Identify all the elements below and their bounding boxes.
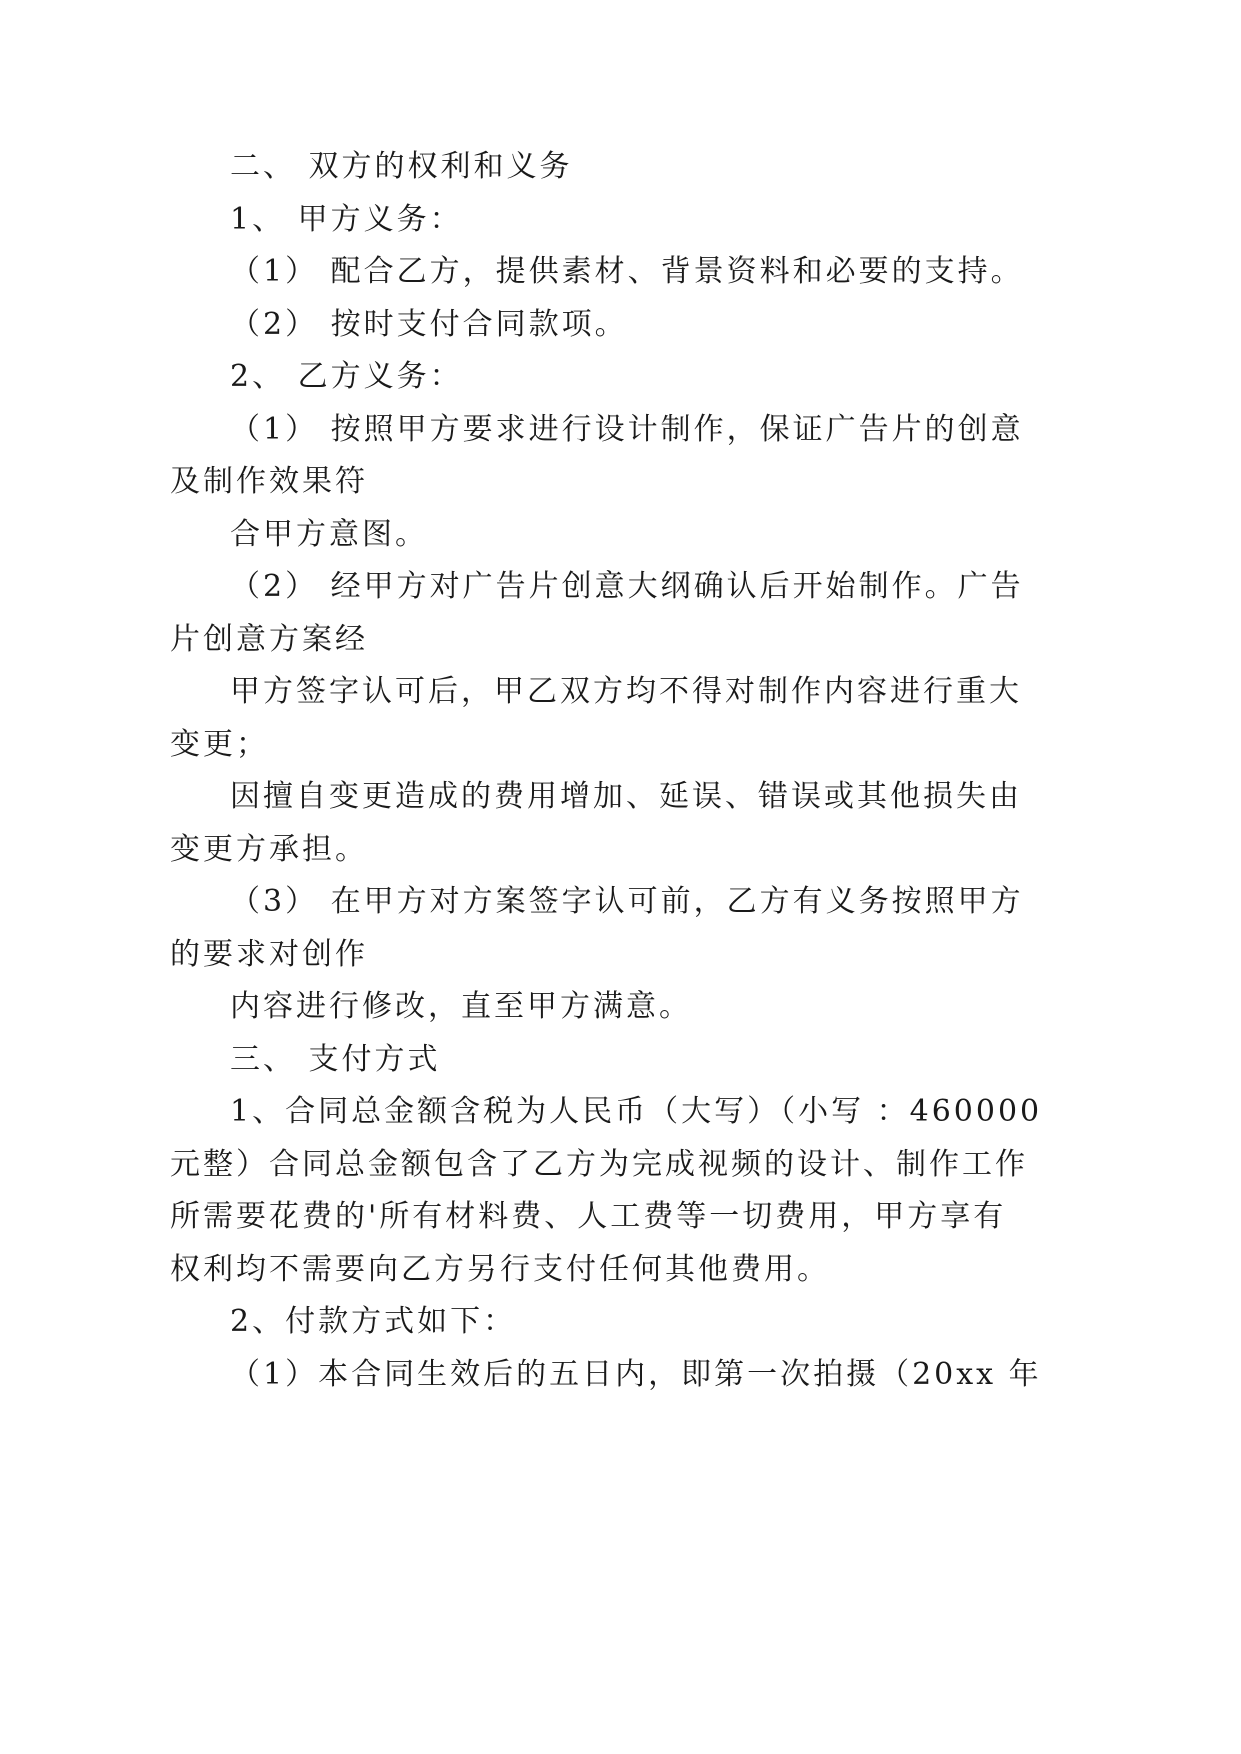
party-b-item-2-line-1: （2） 经甲方对广告片创意大纲确认后开始制作。广告: [230, 569, 1024, 604]
party-a-item-2: （2） 按时支付合同款项。: [230, 307, 628, 342]
party-b-item-3-line-1: （3） 在甲方对方案签字认可前，乙方有义务按照甲方: [230, 884, 1024, 919]
payment-total-line-4: 权利均不需要向乙方另行支付任何其他费用。: [170, 1252, 830, 1287]
party-b-item-3-line-2: 的要求对创作: [170, 937, 368, 972]
payment-total-line-2: 元整）合同总金额包含了乙方为完成视频的设计、制作工作: [170, 1147, 1028, 1182]
party-a-obligations-heading: 1、 甲方义务：: [230, 202, 463, 237]
party-b-item-2-line-5: 因擅自变更造成的费用增加、延误、错误或其他损失由: [230, 779, 1022, 814]
payment-total-line-1: [230, 1092, 1043, 1132]
party-b-item-2-line-4: 变更；: [170, 727, 269, 762]
payment-method-item-1: （1）本合同生效后的五日内，即第一次拍摄（20xx 年: [230, 1357, 1042, 1392]
party-a-item-1: （1） 配合乙方，提供素材、背景资料和必要的支持。: [230, 254, 1024, 289]
payment-total-text: 1、合同总金额含税为人民币（大写）（小写 ：: [230, 1094, 910, 1129]
payment-total-amount: 460000: [909, 1094, 1043, 1129]
section-heading-payment: 三、 支付方式: [230, 1042, 441, 1077]
party-b-item-2-line-3: 甲方签字认可后，甲乙双方均不得对制作内容进行重大: [230, 674, 1022, 709]
party-b-obligations-heading: 2、 乙方义务：: [230, 359, 463, 394]
section-heading-rights: 二、 双方的权利和义务: [230, 149, 573, 184]
party-b-item-3-line-3: 内容进行修改，直至甲方满意。: [230, 989, 692, 1024]
payment-method-heading: 2、付款方式如下：: [230, 1304, 517, 1339]
party-b-item-2-line-6: 变更方承担。: [170, 832, 368, 867]
party-b-item-1-line-1: （1） 按照甲方要求进行设计制作，保证广告片的创意: [230, 412, 1024, 447]
party-b-item-2-line-2: 片创意方案经: [170, 622, 368, 657]
payment-total-line-3: 所需要花费的'所有材料费、人工费等一切费用，甲方享有: [170, 1199, 1007, 1234]
party-b-item-1-line-3: 合甲方意图。: [230, 517, 428, 552]
party-b-item-1-line-2: 及制作效果符: [170, 464, 368, 499]
